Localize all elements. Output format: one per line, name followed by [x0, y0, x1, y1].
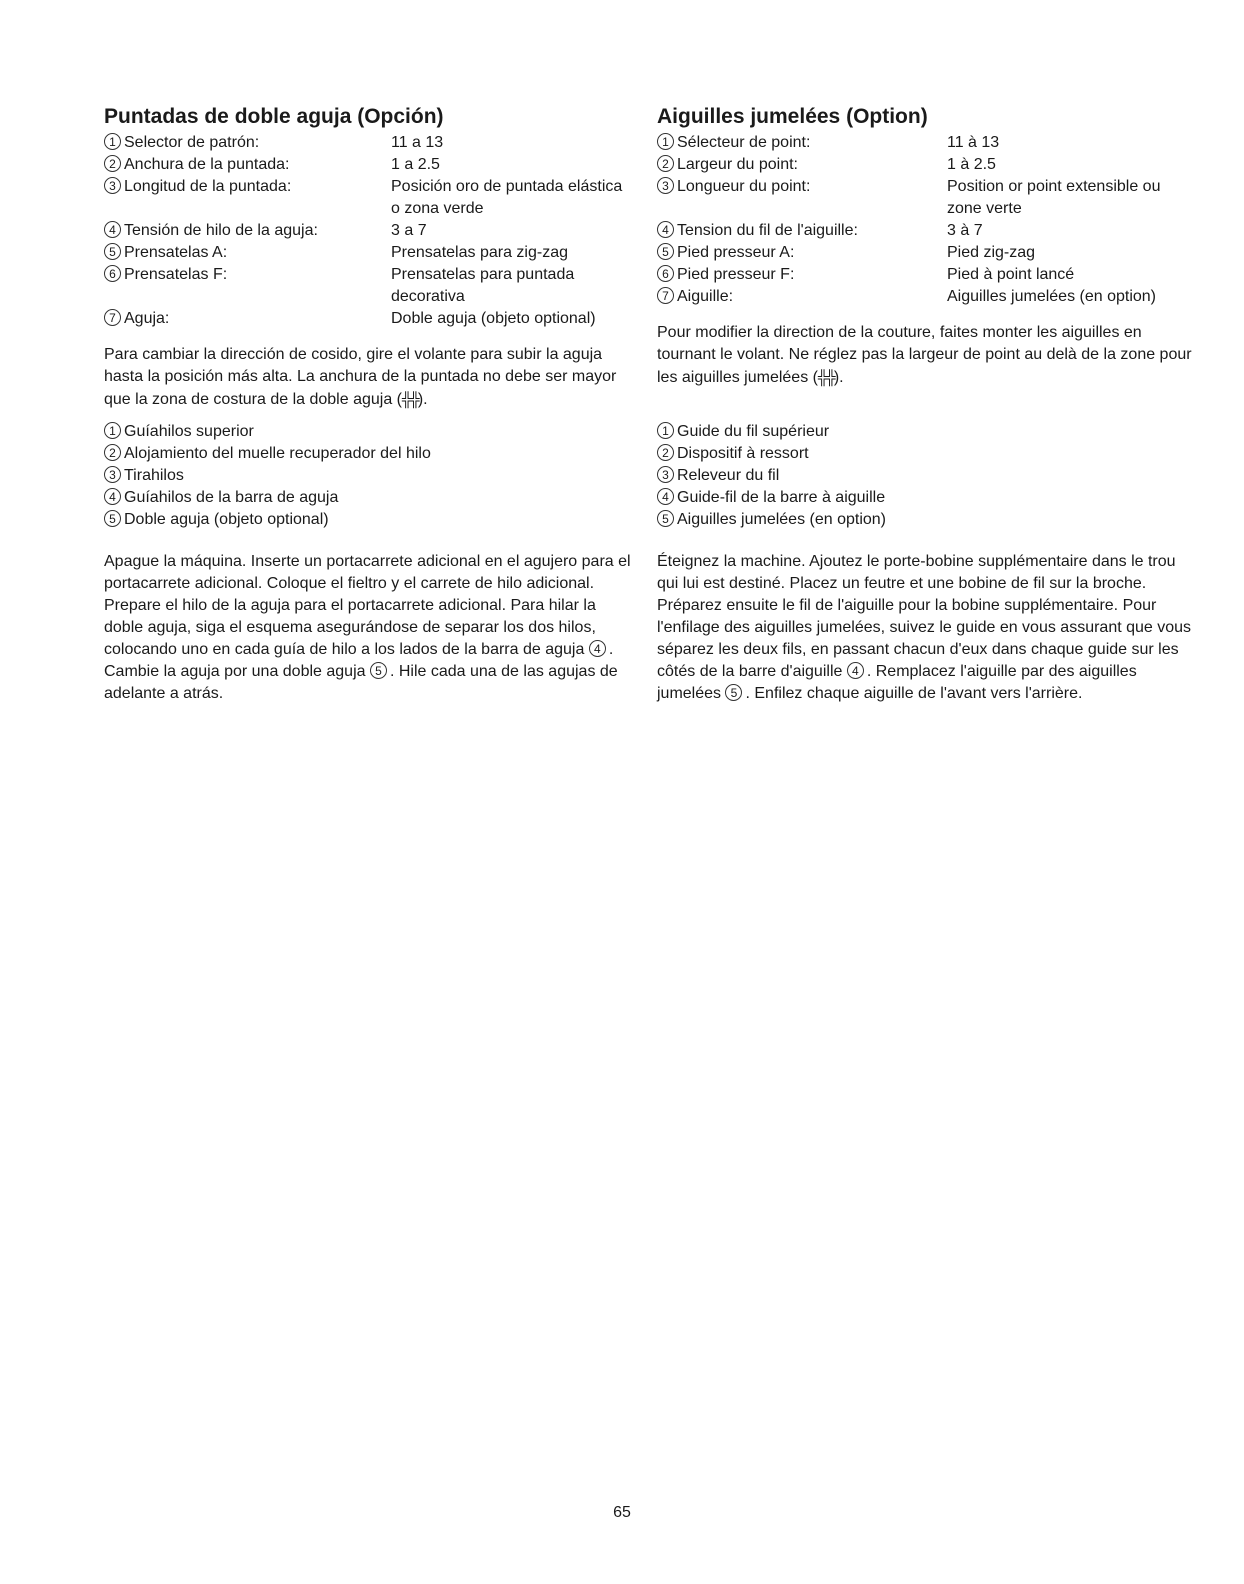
setting-value: Pied zig-zag: [947, 244, 1036, 261]
list-item: 4 Guíahilos de la barra de aguja: [104, 487, 634, 509]
setting-value: Pied à point lancé: [947, 266, 1075, 283]
circled-number: 5: [104, 510, 121, 527]
setting-label: Anchura de la puntada:: [124, 156, 290, 173]
circled-number: 7: [657, 287, 674, 304]
settings-row: [657, 154, 1192, 176]
page-number: 65: [613, 1504, 631, 1521]
french-parts-list: [657, 421, 1192, 531]
setting-label: Largeur du point:: [677, 156, 798, 173]
circled-number: 4: [657, 221, 674, 238]
spanish-title: Puntadas de doble aguja (Opción): [104, 105, 444, 128]
setting-value: 3 à 7: [947, 222, 983, 239]
setting-label: Prensatelas F:: [124, 266, 228, 283]
spanish-column: [104, 104, 634, 705]
setting-value: 3 a 7: [391, 222, 427, 239]
setting-value: Position or point extensible ou zone verte: [947, 178, 1161, 217]
circled-number: 4: [104, 488, 121, 505]
spanish-settings-table: [104, 132, 634, 330]
setting-label: Sélecteur de point:: [677, 134, 811, 151]
circled-number: 2: [104, 155, 121, 172]
circled-number: 7: [104, 309, 121, 326]
setting-label: Tensión de hilo de la aguja:: [124, 222, 318, 239]
setting-label: Pied presseur A:: [677, 244, 795, 261]
settings-row: [104, 154, 634, 176]
circled-number: 3: [104, 466, 121, 483]
settings-row: [104, 220, 634, 242]
spanish-direction-paragraph: Para cambiar la dirección de cosido, gire el volante para subir la aguja hasta la posición más alta. La anchura de la puntada no debe ser mayor que la zona de costura de la doble aguja (╬╬).: [104, 346, 617, 408]
circled-number: 2: [104, 444, 121, 461]
setting-value: Prensatelas para puntada decorativa: [391, 266, 575, 305]
circled-number: 5: [370, 662, 387, 679]
list-item: 2 Dispositif à ressort: [657, 443, 1192, 465]
settings-row: [104, 132, 634, 154]
spanish-threading-paragraph: Apague la máquina. Inserte un portacarrete adicional en el agujero para el portacarrete adicional. Coloque el fieltro y el carrete de hilo adicional. Prepare el hilo de la aguja para el portacarrete adicional. Para hilar la doble aguja, siga el esquema asegurándose de separar los dos hilos, colocando uno en cada guía de hilo a los lados de la barra de aguja 4 . Cambie la aguja por una doble aguja 5 . Hile cada una de las agujas de adelante a atrás.: [104, 553, 631, 702]
list-item: 4 Guide-fil de la barre à aiguille: [657, 487, 1192, 509]
settings-row: [657, 286, 1192, 308]
twin-needle-icon: ╬╬: [817, 369, 834, 385]
settings-row: [104, 264, 634, 308]
setting-value: Prensatelas para zig-zag: [391, 244, 568, 261]
setting-label: Tension du fil de l'aiguille:: [677, 222, 858, 239]
french-direction-paragraph: Pour modifier la direction de la couture, faites monter les aiguilles en tournant le volant. Ne réglez pas la largeur de point au delà de la zone pour les aiguilles jumelées (╬╬).: [657, 324, 1192, 386]
circled-number: 1: [104, 133, 121, 150]
circled-number: 1: [657, 422, 674, 439]
circled-number: 4: [847, 662, 864, 679]
setting-label: Longueur du point:: [677, 178, 811, 195]
circled-number: 1: [104, 422, 121, 439]
twin-needle-icon: ╬╬: [402, 391, 418, 407]
circled-number: 4: [589, 640, 606, 657]
settings-row: [657, 242, 1192, 264]
list-item: 3 Tirahilos: [104, 465, 634, 487]
list-item: 2 Alojamiento del muelle recuperador del hilo: [104, 443, 634, 465]
circled-number: 5: [657, 243, 674, 260]
settings-row: [657, 220, 1192, 242]
circled-number: 6: [657, 265, 674, 282]
circled-number: 4: [657, 488, 674, 505]
list-item: 1 Guíahilos superior: [104, 421, 634, 443]
circled-number: 3: [657, 466, 674, 483]
settings-row: [104, 308, 634, 330]
setting-label: Aguja:: [124, 310, 170, 327]
list-item: 5 Aiguilles jumelées (en option): [657, 509, 1192, 531]
setting-value: Doble aguja (objeto optional): [391, 310, 596, 327]
spanish-parts-list: [104, 421, 634, 531]
setting-value: 1 à 2.5: [947, 156, 996, 173]
setting-label: Prensatelas A:: [124, 244, 228, 261]
circled-number: 3: [657, 177, 674, 194]
setting-label: Pied presseur F:: [677, 266, 795, 283]
circled-number: 4: [104, 221, 121, 238]
setting-label: Longitud de la puntada:: [124, 178, 292, 195]
settings-row: [104, 242, 634, 264]
setting-value: 1 a 2.5: [391, 156, 440, 173]
setting-value: Posición oro de puntada elástica o zona verde: [391, 178, 623, 217]
setting-label: Aiguille:: [677, 288, 734, 305]
circled-number: 2: [657, 444, 674, 461]
settings-row: [657, 264, 1192, 286]
settings-row: [657, 132, 1192, 154]
list-item: 1 Guide du fil supérieur: [657, 421, 1192, 443]
setting-value: Aiguilles jumelées (en option): [947, 288, 1156, 305]
list-item: 3 Releveur du fil: [657, 465, 1192, 487]
settings-row: [657, 176, 1192, 220]
setting-value: 11 a 13: [391, 134, 444, 151]
circled-number: 5: [725, 684, 742, 701]
french-title: Aiguilles jumelées (Option): [657, 105, 928, 128]
circled-number: 1: [657, 133, 674, 150]
circled-number: 3: [104, 177, 121, 194]
circled-number: 5: [104, 243, 121, 260]
french-settings-table: [657, 132, 1192, 308]
french-threading-paragraph: Éteignez la machine. Ajoutez le porte-bobine supplémentaire dans le trou qui lui est destiné. Placez un feutre et une bobine de fil sur la broche. Préparez ensuite le fil de l'aiguille pour la bobine supplémentaire. Pour l'enfilage des aiguilles jumelées, suivez le guide en vous assurant que vous séparez les deux fils, en passant chacun d'eux dans chaque guide sur les côtés de la barre d'aiguille 4 . Remplacez l'aiguille par des aiguilles jumelées 5 . Enfilez chaque aiguille de l'avant vers l'arrière.: [657, 553, 1192, 702]
circled-number: 2: [657, 155, 674, 172]
french-column: [657, 104, 1192, 705]
setting-label: Selector de patrón:: [124, 134, 260, 151]
settings-row: [104, 176, 634, 220]
setting-value: 11 à 13: [947, 134, 1000, 151]
list-item: 5 Doble aguja (objeto optional): [104, 509, 634, 531]
circled-number: 5: [657, 510, 674, 527]
circled-number: 6: [104, 265, 121, 282]
